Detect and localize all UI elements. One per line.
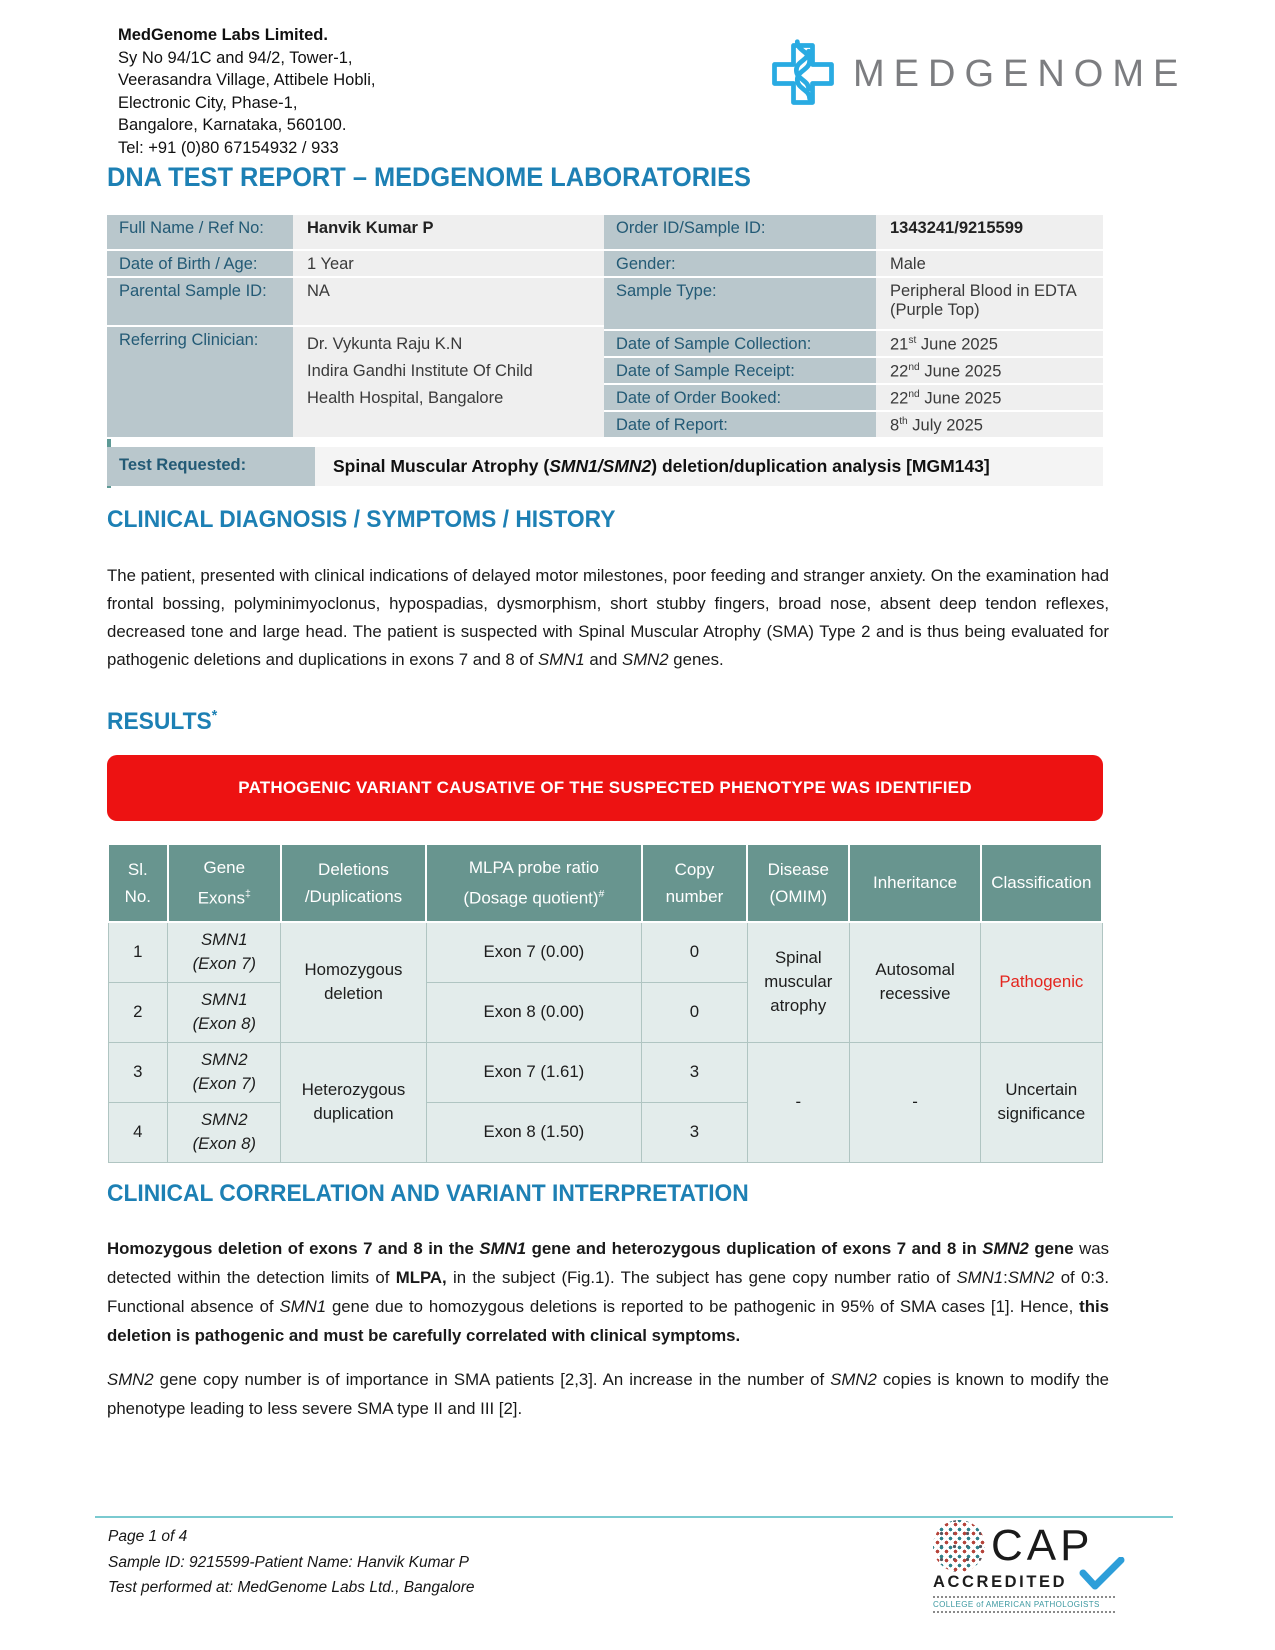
cell-mlpa: Exon 8 (0.00) xyxy=(426,982,642,1042)
cell-inheritance: - xyxy=(849,1042,980,1162)
cell-gene: SMN1 (Exon 8) xyxy=(168,982,281,1042)
cell-sl: 1 xyxy=(108,922,168,983)
section-heading-clinical: CLINICAL DIAGNOSIS / SYMPTOMS / HISTORY xyxy=(107,506,616,533)
cell-sl: 2 xyxy=(108,982,168,1042)
report-title: DNA TEST REPORT – MEDGENOME LABORATORIES xyxy=(107,162,751,192)
patient-row-parental-id xyxy=(107,278,604,327)
cell-mlpa: Exon 8 (1.50) xyxy=(426,1102,642,1162)
field-label: Date of Report: xyxy=(604,412,876,439)
cell-sl: 3 xyxy=(108,1042,168,1102)
patient-row-gender xyxy=(604,251,1103,278)
field-value xyxy=(293,327,604,439)
cell-copy-number: 3 xyxy=(642,1102,747,1162)
field-value: 22nd June 2025 xyxy=(876,385,1103,412)
field-value: NA xyxy=(293,278,604,327)
col-header-gene-exons: Gene Exons‡ xyxy=(168,844,281,922)
results-footnote-mark: * xyxy=(211,708,218,724)
cell-deletion-type: Homozygous deletion xyxy=(281,922,426,1043)
results-table-header-row xyxy=(108,844,1102,922)
results-table xyxy=(107,843,1103,1163)
sample-type-line: (Purple Top) xyxy=(890,301,980,319)
col-header-disease-omim: Disease (OMIM) xyxy=(747,844,849,922)
cell-classification: Pathogenic xyxy=(981,922,1102,1043)
address-line: Electronic City, Phase-1, xyxy=(118,93,298,112)
field-value: 21st June 2025 xyxy=(876,331,1103,358)
address-line: Veerasandra Village, Attibele Hobli, xyxy=(118,71,376,89)
field-label: Parental Sample ID: xyxy=(107,278,293,327)
cell-gene: SMN1 (Exon 7) xyxy=(168,922,281,983)
cap-accredited-text: ACCREDITED xyxy=(933,1573,1115,1592)
field-value: 1 Year xyxy=(293,251,604,278)
field-value: 22nd June 2025 xyxy=(876,358,1103,385)
checkmark-icon xyxy=(1079,1557,1125,1591)
field-label: Sample Type: xyxy=(604,278,876,331)
col-header-copy-number: Copy number xyxy=(642,844,747,922)
test-requested-row xyxy=(107,447,1103,486)
letterhead-address xyxy=(118,24,375,159)
table-row xyxy=(108,1042,1102,1102)
field-label: Date of Sample Collection: xyxy=(604,331,876,358)
patient-row-fullname xyxy=(107,215,604,251)
patient-row-dob xyxy=(107,251,604,278)
cell-copy-number: 3 xyxy=(642,1042,747,1102)
cell-gene: SMN2 (Exon 7) xyxy=(168,1042,281,1102)
patient-info-table xyxy=(107,215,1103,439)
col-header-deletions-duplications: Deletions /Duplications xyxy=(281,844,426,922)
cell-mlpa: Exon 7 (1.61) xyxy=(426,1042,642,1102)
test-requested-label: Test Requested: xyxy=(107,447,315,486)
cell-disease: - xyxy=(747,1042,849,1162)
correlation-paragraph-1: Homozygous deletion of exons 7 and 8 in the SMN1 gene and heterozygous duplication of exons 7 and 8 in SMN2 gene was detected within the detection limits of MLPA, in the subject (Fig.1). The subject has gene copy number ratio of SMN1:SMN2 of 0:3. Functional absence of SMN1 gene due to homozygous deletions is reported to be pathogenic in 95% of SMA cases [1]. Hence, this deletion is pathogenic and must be carefully correlated with clinical symptoms. xyxy=(107,1239,1109,1345)
section-heading-correlation: CLINICAL CORRELATION AND VARIANT INTERPRETATION xyxy=(107,1180,749,1207)
footer-performed-line: Test performed at: MedGenome Labs Ltd., Bangalore xyxy=(108,1579,475,1596)
cell-deletion-type: Heterozygous duplication xyxy=(281,1042,426,1162)
field-label: Date of Birth / Age: xyxy=(107,251,293,278)
field-value: Male xyxy=(876,251,1103,278)
cap-accredited-logo xyxy=(933,1520,1115,1613)
company-name: MedGenome Labs Limited. xyxy=(118,26,328,44)
patient-row-order-id xyxy=(604,215,1103,251)
cell-classification: Uncertain significance xyxy=(981,1042,1102,1162)
address-line: Tel: +91 (0)80 67154932 / 933 xyxy=(118,138,339,157)
field-label: Date of Order Booked: xyxy=(604,385,876,412)
col-header-mlpa-ratio: MLPA probe ratio (Dosage quotient)# xyxy=(426,844,642,922)
cap-college-text: COLLEGE of AMERICAN PATHOLOGISTS xyxy=(933,1596,1115,1613)
patient-row-report-date xyxy=(604,412,1103,439)
clinician-line: Health Hospital, Bangalore xyxy=(307,389,504,407)
sample-type-line: Peripheral Blood in EDTA xyxy=(890,282,1077,300)
field-label: Date of Sample Receipt: xyxy=(604,358,876,385)
field-value xyxy=(876,278,1103,331)
patient-row-receipt-date xyxy=(604,358,1103,385)
cell-copy-number: 0 xyxy=(642,922,747,983)
cell-mlpa: Exon 7 (0.00) xyxy=(426,922,642,983)
cell-sl: 4 xyxy=(108,1102,168,1162)
field-label: Referring Clinician: xyxy=(107,327,293,439)
footer-sample-line: Sample ID: 9215599-Patient Name: Hanvik Kumar P xyxy=(108,1553,469,1571)
field-label: Order ID/Sample ID: xyxy=(604,215,876,251)
field-value: 8th July 2025 xyxy=(876,412,1103,439)
section-heading-results: RESULTS* xyxy=(107,708,218,735)
clinician-line: Dr. Vykunta Raju K.N xyxy=(307,335,463,353)
medgenome-logo-text: MEDGENOME xyxy=(853,52,1188,95)
cap-wordmark: CAP xyxy=(991,1521,1094,1570)
cell-copy-number: 0 xyxy=(642,982,747,1042)
col-header-sl-no: Sl. No. xyxy=(108,844,168,922)
table-row xyxy=(108,922,1102,983)
footer xyxy=(108,1524,474,1601)
field-label: Gender: xyxy=(604,251,876,278)
medgenome-cross-icon xyxy=(765,36,841,112)
col-header-classification: Classification xyxy=(981,844,1102,922)
address-line: Bangalore, Karnataka, 560100. xyxy=(118,116,347,134)
test-requested-value: Spinal Muscular Atrophy (SMN1/SMN2) deletion/duplication analysis [MGM143] xyxy=(315,447,1103,486)
patient-row-booked-date xyxy=(604,385,1103,412)
cap-dotted-circle-icon xyxy=(933,1520,985,1572)
patient-row-sample-type xyxy=(604,278,1103,331)
patient-row-collection-date xyxy=(604,331,1103,358)
cell-disease: Spinal muscular atrophy xyxy=(747,922,849,1043)
address-line: Sy No 94/1C and 94/2, Tower-1, xyxy=(118,48,353,67)
col-header-inheritance: Inheritance xyxy=(849,844,980,922)
correlation-paragraph-2: SMN2 gene copy number is of importance in SMA patients [2,3]. An increase in the number of SMN2 copies is known to modify the phenotype leading to less severe SMA type II and III [2]. xyxy=(107,1370,1109,1418)
cell-gene: SMN2 (Exon 8) xyxy=(168,1102,281,1162)
field-value: 1343241/9215599 xyxy=(876,215,1103,251)
pathogenic-result-banner: PATHOGENIC VARIANT CAUSATIVE OF THE SUSPECTED PHENOTYPE WAS IDENTIFIED xyxy=(107,755,1103,821)
footer-page-number: Page 1 of 4 xyxy=(108,1528,188,1545)
field-label: Full Name / Ref No: xyxy=(107,215,293,251)
footer-divider xyxy=(95,1516,1173,1518)
medgenome-logo xyxy=(765,36,1187,112)
cell-inheritance: Autosomal recessive xyxy=(849,922,980,1043)
clinical-paragraph: The patient, presented with clinical indications of delayed motor milestones, poor feeding and stranger anxiety. On the examination had frontal bossing, polyminimyoclonus, hypospadias, dysmorphism, short stubby fingers, broad nose, absent deep tendon reflexes, decreased tone and large head. The patient is suspected with Spinal Muscular Atrophy (SMA) Type 2 and is thus being evaluated for pathogenic deletions and duplications in exons 7 and 8 of SMN1 and SMN2 genes. xyxy=(107,566,1109,669)
field-value: Hanvik Kumar P xyxy=(293,215,604,251)
patient-row-clinician xyxy=(107,327,604,439)
clinician-line: Indira Gandhi Institute Of Child xyxy=(307,362,533,380)
